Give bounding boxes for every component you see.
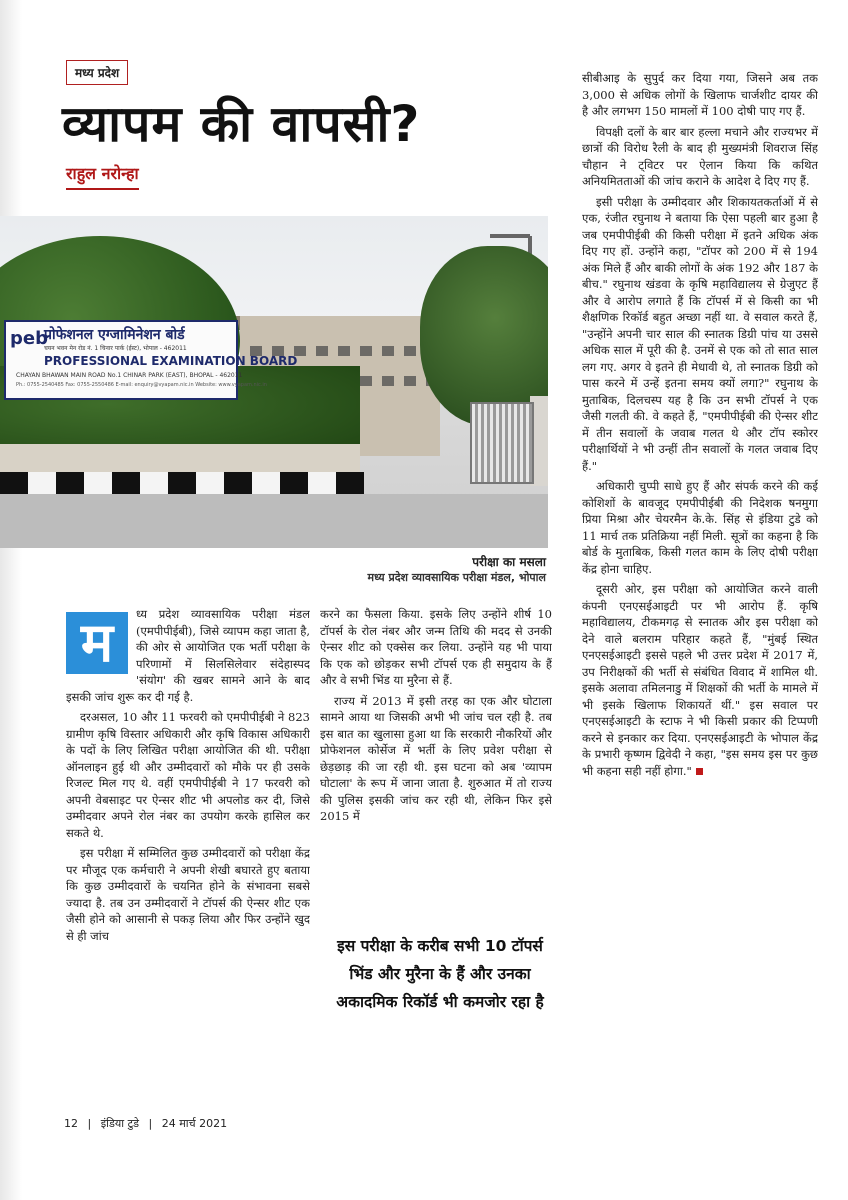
footer-separator: |: [148, 1117, 153, 1130]
photo-caption-subtitle: मध्य प्रदेश व्यावसायिक परीक्षा मंडल, भोपाल: [367, 571, 546, 584]
boundary-wall: [0, 444, 360, 472]
photo-caption-title: परीक्षा का मसला: [472, 555, 546, 569]
paragraph: करने का फैसला किया. इसके लिए उन्होंने शीर्ष 10 टॉपर्स के रोल नंबर और जन्म तिथि की मदद से उनकी ऐन्सर शीट को एक्सेस कर लिया. उन्होंने यह भी पाया कि एक को छोड़कर सभी टॉपर्स एक ही समुदाय के हैं और वे सभी भिंड या मुरैना से हैं.: [320, 607, 552, 687]
paragraph: सीबीआइ के सुपुर्द कर दिया गया, जिसने अब तक 3,000 से अधिक लोगों के खिलाफ चार्जशीट दायर की है और लगभग 150 मामलों में 100 दोषी पाए गए हैं.: [582, 71, 818, 118]
striped-curb: [0, 472, 364, 494]
page-fold-shadow: [0, 0, 22, 1200]
sign-contact: Ph.: 0755-2540485 Fax: 0755-2550486 E-mail: enquiry@vyapam.nic.in Website: www.vyapam.nic.in: [16, 382, 267, 388]
paragraph-last: [582, 581, 818, 779]
article-photo: [0, 216, 548, 548]
pull-quote: इस परीक्षा के करीब सभी 10 टॉपर्स भिंड और मुरैना के हैं और उनका अकादमिक रिकॉर्ड भी कमजोर रहा है: [336, 937, 544, 1011]
board-signboard: [4, 320, 298, 400]
street-lamp-arm: [490, 234, 530, 238]
body-column-1: [66, 606, 310, 1106]
paragraph: इस परीक्षा में सम्मिलित कुछ उम्मीदवारों को परीक्षा केंद्र पर मौजूद एक कर्मचारी ने अपनी शेखी बघारते हुए बताया कि कुछ उम्मीदवारों के चयनित होने के संभावना सबसे ज्यादा है. तब उन उम्मीदवारों ने टॉपर्स की ऐन्सर शीट एक जैसी होने को आसानी से पकड़ लिया और फिर उन्होंने खुद से ही जांच: [66, 846, 310, 943]
byline: राहुल नरोन्हा: [66, 162, 139, 190]
magazine-name: इंडिया टुडे: [100, 1117, 140, 1130]
sign-sub-text: चयन भवन मेन रोड नं. 1 चिनार पार्क (ईस्ट), भोपाल - 462011: [44, 345, 187, 352]
iron-gate: [470, 402, 534, 484]
drop-cap: म: [66, 612, 128, 674]
paragraph: अधिकारी चुप्पी साधे हुए हैं और संपर्क करने की कई कोशिशों के बावजूद एमपीपीईबी की निदेशक षनमुगा प्रिया मिश्रा और चेयरमैन के.के. सिंह से इंडिया टुडे को 11 मार्च तक प्रतिक्रिया नहीं मिली. सूत्रों का कहना है कि बोर्ड के मुताबिक, किसी गलत काम के लिए दोषी परीक्षा केंद्र होना चाहिए.: [582, 479, 818, 576]
tree: [420, 246, 548, 426]
page-number: 12: [64, 1117, 78, 1130]
paragraph-text: दूसरी ओर, इस परीक्षा को आयोजित करने वाली कंपनी एनएसईआइटी पर भी आरोप हैं. कृषि महाविद्यालय, टीकमगढ़ से स्नातक और इस परीक्षा को देने वाले बलराम परिहार कहते हैं, "मुंबई स्थित एनएसईआइटी इससे पहले भी उत्तर प्रदेश में 2017 में, उप निरीक्षकों की भर्ती से संबंधित विवाद में शामिल थी. इसके अलावा तमिलनाडु में शिक्षकों की भर्ती के मामले में भी इसके खिलाफ शिकायतें थीं." इस सवाल पर एनएसईआइटी के स्टाफ ने भी किसी प्रकार की टिप्पणी करने से इनकार कर दिया. एनएसईआइटी के भोपाल केंद्र के प्रभारी कृष्णम द्विवेदी ने कहा, "इस समय इस पर कुछ भी कहना सही नहीं होगा.": [582, 582, 818, 778]
road: [0, 494, 548, 548]
section-tag: मध्य प्रदेश: [66, 60, 128, 85]
sign-hindi-text: प्रोफेशनल एग्जामिनेशन बोर्ड: [44, 327, 185, 343]
page-footer: [64, 1116, 233, 1131]
footer-separator: |: [87, 1117, 92, 1130]
sign-english-text: PROFESSIONAL EXAMINATION BOARD: [44, 354, 298, 368]
sign-address: CHAYAN BHAWAN MAIN ROAD No.1 CHINAR PARK (EAST), BHOPAL - 462011: [16, 372, 243, 379]
body-column-3: [582, 70, 818, 1100]
paragraph: राज्य में 2013 में इसी तरह का एक और घोटाला सामने आया था जिसकी अभी भी जांच चल रही है. तब इस बात का खुलासा हुआ था कि सरकारी नौकरियों और प्रोफेशनल कोर्सेज में भर्ती के लिए प्रवेश परीक्षा से छेड़छाड़ की जा रही थी. इस घटना को अब 'व्यापम घोटाला' के रूप में जाना जाता है. शुरुआत में तो राज्य की पुलिस इसकी जांच कर रही थी, लेकिन फिर इसे 2015 में: [320, 693, 552, 823]
headline: व्यापम की वापसी?: [62, 95, 421, 153]
body-column-2: [320, 606, 552, 916]
paragraph: ध्य प्रदेश व्यावसायिक परीक्षा मंडल (एमपीपीईबी), जिसे व्यापम कहा जाता है, की ओर से आयोजित एक भर्ती परीक्षा के परिणामों में सिलसिलेवार संदेहास्पद 'संयोग' की खबर सामने आने के बाद इसकी जांच शुरू कर दी गई है.: [66, 607, 310, 704]
paragraph: दरअसल, 10 और 11 फरवरी को एमपीपीईबी ने 823 ग्रामीण कृषि विस्तार अधिकारी और कृषि विकास अधिकारी के पदों के लिए लिखित परीक्षा आयोजित की थी. परीक्षा ऑनलाइन हुई थी और उम्मीदवारों को मौके पर ही उसके रिजल्ट मिल गए थे. वहीं एमपीपीईबी ने 17 फरवरी को अपनी वेबसाइट पर ऐन्सर शीट भी अपलोड कर दी, जिसे उम्मीदवार अपने रोल नंबर का उपयोग करके हासिल कर सकते थे.: [66, 710, 310, 840]
end-mark-icon: [696, 768, 703, 775]
issue-date: 24 मार्च 2021: [161, 1117, 228, 1130]
paragraph: इसी परीक्षा के उम्मीदवार और शिकायतकर्ताओं में से एक, रंजीत रघुनाथ ने बताया कि ऐसा पहली बार हुआ है जब एमपीपीईबी की किसी परीक्षा में इतने अधिक अंक दिए गए हों. उन्होंने कहा, "टॉपर को 200 में से 194 अंक मिले हैं और बाकी लोगों के अंक 192 और 187 के बीच." रघुनाथ खंडवा के कृषि महाविद्यालय से ग्रेजुएट हैं और वे आरोप लगाते हैं कि टॉपर्स में से किसी का भी शैक्षणिक रिकॉर्ड बहुत अच्छा नहीं था. वे सवाल करते हैं, "उन्होंने अपनी चार साल की स्नातक डिग्री पांच या उससे अधिक साल में पूरी की है. उनमें से एक को तो सात साल लग गए. अगर वे इतने ही मेधावी थे, तो स्नातक डिग्री को पास करने में उन्हें इतना समय क्यों लगा?" रघुनाथ के मुताबिक, दिलचस्प यह है कि उन सभी टॉपर्स ने एक जैसी गलती की. वे कहते हैं, "एमपीपीईबी की ऐन्सर शीट में तीन सवालों के जवाब गलत थे और टॉप स्कोरर परीक्षार्थियों ने भी उन्हीं तीन सवालों के गलत जवाब दिए हैं.": [582, 194, 818, 473]
paragraph: विपक्षी दलों के बार बार हल्ला मचाने और राज्यभर में छात्रों की विरोध रैली के बाद ही मुख्यमंत्री शिवराज सिंह चौहान ने ट्विटर पर ऐलान किया कि कथित अनियमितताओं की जांच कराने के आदेश दे दिए गए हैं.: [582, 124, 818, 188]
peb-logo-icon: peb: [10, 328, 48, 349]
